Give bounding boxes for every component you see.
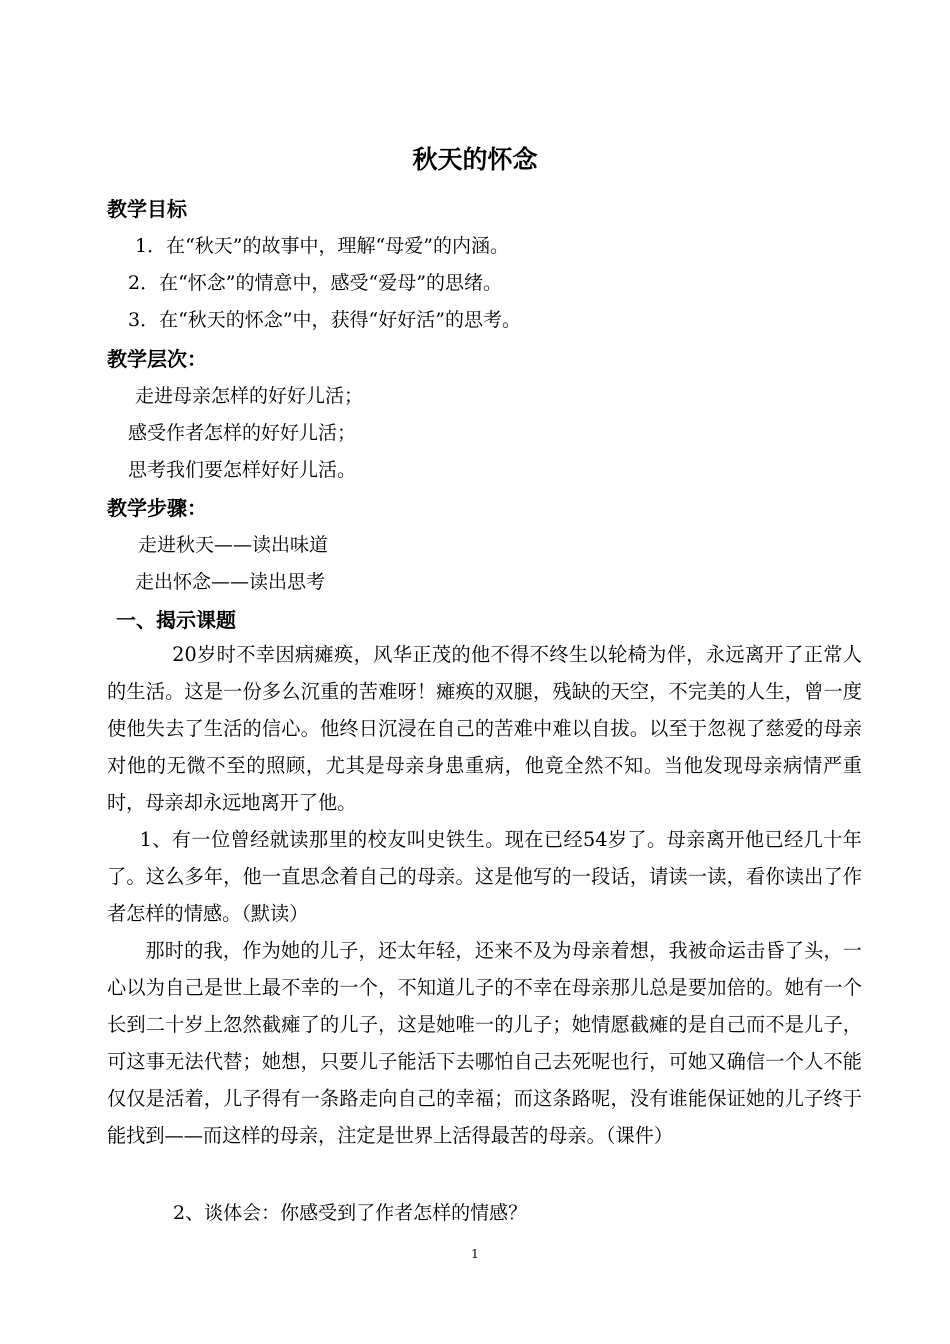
step-item: 走进秋天——读出味道	[138, 534, 329, 556]
goal-item: 1．在“秋天”的故事中，理解“母爱”的内涵。	[135, 235, 509, 257]
quote-paragraph: 那时的我，作为她的儿子，还太年轻，还来不及为母亲着想，我被命运击昏了头，一心以为自己是世上最不幸的一个，不知道儿子的不幸在母亲那儿总是要加倍的。她有一个长到二十岁上忽然截瘫了的儿子，这是她唯一的儿子；她情愿截瘫的是自己而不是儿子，可这事无法代替；她想，只要儿子能活下去哪怕自己去死呢也行，可她又确信一个人不能仅仅是活着，儿子得有一条路走向自己的幸福；而这条路呢，没有谁能保证她的儿子终于能找到——而这样的母亲，注定是世界上活得最苦的母亲。（课件）	[107, 939, 862, 1147]
page-number: 1	[471, 1247, 479, 1261]
section-heading: 一、揭示课题	[116, 608, 236, 632]
level-item: 思考我们要怎样好好儿活。	[128, 459, 357, 481]
step-item: 走出怀念——读出思考	[135, 571, 326, 593]
paragraph: 1、有一位曾经就读那里的校友叫史铁生。现在已经54岁了。母亲离开他已经几十年了。这么多年，他一直思念着自己的母亲。这是他写的一段话，请读一读，看你读出了作者怎样的情感。（默读）	[107, 828, 862, 925]
goals-heading: 教学目标	[107, 197, 187, 221]
level-item: 感受作者怎样的好好儿活；	[128, 422, 357, 444]
levels-heading: 教学层次：	[107, 347, 207, 371]
document-title: 秋天的怀念	[412, 145, 538, 174]
steps-heading: 教学步骤：	[107, 496, 207, 520]
goal-item: 2．在“怀念”的情意中，感受“爱母”的思绪。	[128, 272, 502, 294]
level-item: 走进母亲怎样的好好儿活；	[135, 385, 364, 407]
paragraph: 2、谈体会：你感受到了作者怎样的情感？	[173, 1202, 528, 1224]
goal-item: 3．在“秋天的怀念”中，获得“好好活”的思考。	[128, 309, 521, 331]
paragraph: 20岁时不幸因病瘫痪，风华正茂的他不得不终生以轮椅为伴，永远离开了正常人的生活。这是一份多么沉重的苦难呀！瘫痪的双腿，残缺的天空，不完美的人生，曾一度使他失去了生活的信心。他终日沉浸在自己的苦难中难以自拔。以至于忽视了慈爱的母亲对他的无微不至的照顾，尤其是母亲身患重病，他竟全然不知。当他发现母亲病情严重时，母亲却永远地离开了他。	[107, 643, 862, 814]
